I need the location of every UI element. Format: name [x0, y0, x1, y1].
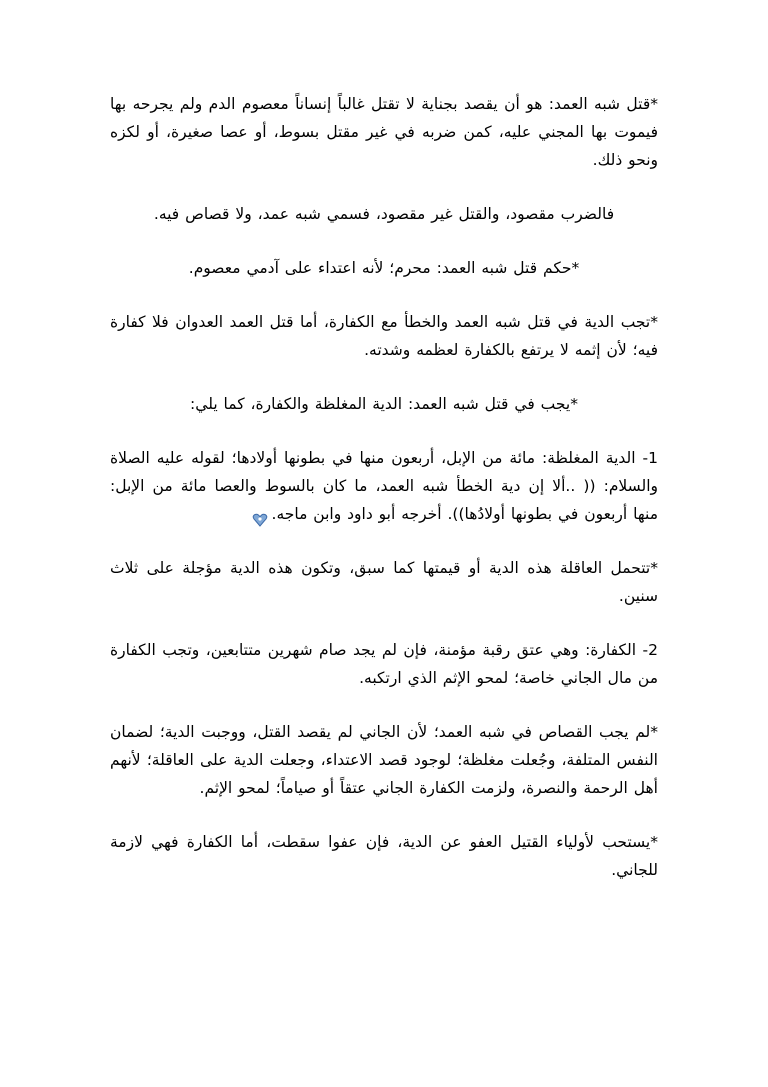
- heavy-diya-text: 1- الدية المغلظة: مائة من الإبل، أربعون منها في بطونها أولادها؛ لقوله عليه الصلاة والسلام: (( ..ألا إن دية الخطأ شبه العمد، ما كان بالسوط والعصا مائة من الإبل: منها أربعون في بطونها أولادُها)). أخرجه أبو داود وابن ماجه.: [110, 449, 658, 523]
- link-icon[interactable]: [252, 508, 268, 522]
- paragraph-definition: *قتل شبه العمد: هو أن يقصد بجناية لا تقتل غالباً إنساناً معصوم الدم ولم يجرحه بها فيموت بها المجني عليه، كمن ضربه في غير مقتل بسوط، أو عصا صغيرة، أو لكزه ونحو ذلك.: [110, 95, 658, 169]
- paragraph-aqila: *تتحمل العاقلة هذه الدية أو قيمتها كما سبق، وتكون هذه الدية مؤجلة على ثلاث سنين.: [110, 559, 658, 605]
- paragraph-reasoning: *لم يجب القصاص في شبه العمد؛ لأن الجاني لم يقصد القتل، ووجبت الدية؛ لضمان النفس المتلفة، وجُعلت مغلظة؛ لوجود قصد الاعتداء، وجعلت الدية على العاقلة؛ لأنهم أهل الرحمة والنصرة، ولزمت الكفارة الجاني عتقاً أو صياماً؛ لمحو الإثم.: [110, 723, 658, 797]
- paragraph-ruling: *حكم قتل شبه العمد: محرم؛ لأنه اعتداء على آدمي معصوم.: [188, 259, 580, 277]
- paragraph-kaffara: 2- الكفارة: وهي عتق رقبة مؤمنة، فإن لم يجد صام شهرين متتابعين، وتجب الكفارة من مال الجاني خاصة؛ لمحو الإثم الذي ارتكبه.: [110, 641, 658, 687]
- paragraph-required: *يجب في قتل شبه العمد: الدية المغلظة والكفارة، كما يلي:: [190, 395, 578, 413]
- paragraph-no-retaliation: فالضرب مقصود، والقتل غير مقصود، فسمي شبه عمد، ولا قصاص فيه.: [153, 205, 615, 223]
- paragraph-diya-obligation: *تجب الدية في قتل شبه العمد والخطأ مع الكفارة، أما قتل العمد العدوان فلا كفارة فيه؛ لأن إثمه لا يرتفع بالكفارة لعظمه وشدته.: [110, 313, 658, 359]
- paragraph-forgiveness: *يستحب لأولياء القتيل العفو عن الدية، فإن عفوا سقطت، أما الكفارة فهي لازمة للجاني.: [110, 833, 658, 879]
- paragraph-heavy-diya: [110, 444, 658, 528]
